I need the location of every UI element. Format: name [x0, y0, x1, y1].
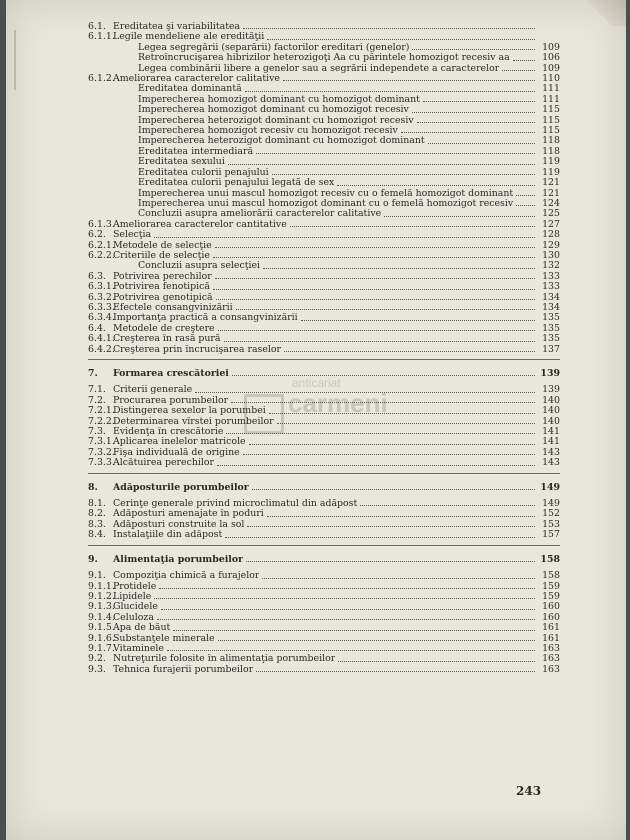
toc-entry-row	[88, 157, 560, 167]
toc-entry-number: 8.	[88, 481, 98, 493]
toc-leader-dots	[401, 131, 535, 133]
toc-entry-title: Aplicarea inelelor matricole	[113, 437, 246, 448]
toc-entry-row	[88, 571, 560, 581]
toc-entry-row	[88, 199, 560, 209]
toc-leader-dots	[218, 639, 535, 641]
toc-entry-title: Fişa individuală de origine	[113, 447, 240, 458]
toc-entry-row	[88, 345, 560, 355]
toc-entry-row	[88, 448, 560, 458]
toc-leader-dots	[247, 525, 535, 527]
toc-leader-dots	[290, 225, 535, 227]
toc-entry-page: 119	[542, 156, 560, 168]
toc-entry-number: 7.2.1.	[88, 405, 115, 417]
toc-entry-number: 8.2.	[88, 508, 106, 520]
toc-entry-title: Adăposturi amenajate în poduri	[113, 509, 264, 520]
toc-entry-row	[88, 241, 560, 251]
table-of-contents	[88, 22, 560, 675]
toc-entry-page: 141	[542, 426, 560, 438]
toc-entry-row	[88, 644, 560, 654]
toc-entry-title: Ereditatea sexului	[138, 157, 225, 168]
toc-entry-row	[88, 53, 560, 63]
toc-entry-page: 153	[542, 518, 560, 530]
toc-leader-dots	[236, 308, 535, 310]
toc-entry-title: Metodele de selecţie	[113, 240, 212, 251]
toc-entry-number: 6.2.2.	[88, 249, 115, 261]
toc-entry-title: Împerecherea homozigot dominant cu homozigot recesiv	[138, 105, 409, 116]
toc-entry-page: 140	[542, 405, 560, 417]
toc-entry-row	[88, 654, 560, 664]
toc-entry-title: Metodele de creştere	[113, 323, 215, 334]
toc-leader-dots	[360, 504, 535, 506]
toc-entry-number: 9.	[88, 553, 98, 565]
toc-entry-number: 9.1.7.	[88, 642, 115, 654]
toc-leader-dots	[225, 536, 535, 538]
toc-entry-title: Efectele consangvinizării	[113, 302, 233, 313]
toc-leader-dots	[277, 422, 535, 424]
toc-entry-title: Concluzii asupra selecţiei	[138, 261, 261, 272]
toc-entry-title: Adăposturile porumbeilor	[113, 482, 249, 493]
toc-entry-row	[88, 437, 560, 447]
toc-entry-row	[88, 509, 560, 519]
toc-entry-page: 163	[542, 663, 560, 675]
toc-entry-number: 9.1.5.	[88, 622, 115, 634]
binding-edge-mark	[14, 30, 26, 90]
toc-entry-row	[88, 458, 560, 468]
toc-entry-page: 118	[542, 145, 560, 157]
toc-entry-row	[88, 623, 560, 633]
toc-entry-page: 115	[542, 104, 560, 116]
toc-entry-title: Instalaţiile din adăpost	[113, 530, 223, 541]
toc-entry-number: 8.3.	[88, 518, 106, 530]
toc-entry-page: 106	[542, 52, 560, 64]
toc-entry-title: Alimentaţia porumbeilor	[113, 554, 244, 565]
toc-leader-dots	[412, 48, 535, 50]
toc-entry-number: 8.1.	[88, 498, 106, 510]
toc-leader-dots	[213, 288, 535, 290]
toc-entry-title: Creşterea prin încrucişarea raselor	[113, 344, 282, 355]
toc-entry-page: 109	[542, 41, 560, 53]
toc-chapter-row	[88, 555, 560, 565]
toc-entry-title: Evidenţa în crescătorie	[113, 427, 224, 438]
toc-entry-title: Lipidele	[113, 591, 152, 602]
page-corner-fold	[586, 0, 626, 26]
toc-entry-page: 125	[542, 208, 560, 220]
toc-entry-row	[88, 230, 560, 240]
toc-entry-page: 149	[542, 498, 560, 510]
toc-entry-title: Procurarea porumbeilor	[113, 395, 229, 406]
toc-entry-page: 132	[542, 260, 560, 272]
toc-entry-number: 9.1.3.	[88, 601, 115, 613]
toc-entry-number: 9.1.6.	[88, 632, 115, 644]
toc-entry-page: 111	[542, 83, 560, 95]
toc-entry-row	[88, 147, 560, 157]
toc-entry-title: Creşterea în rasă pură	[113, 334, 221, 345]
toc-leader-dots	[252, 488, 535, 490]
toc-leader-dots	[218, 329, 535, 331]
toc-leader-dots	[215, 246, 535, 248]
toc-entry-number: 9.1.2.	[88, 590, 115, 602]
toc-leader-dots	[232, 374, 535, 376]
toc-leader-dots	[154, 236, 535, 238]
toc-entry-number: 9.2.	[88, 653, 106, 665]
toc-leader-dots	[284, 350, 535, 352]
watermark-main-text: carmeni	[288, 388, 388, 418]
toc-entry-row	[88, 261, 560, 271]
toc-entry-number: 6.1.2.	[88, 73, 115, 85]
toc-entry-number: 7.3.	[88, 426, 106, 438]
toc-entry-page: 115	[542, 114, 560, 126]
toc-entry-number: 9.1.4.	[88, 611, 115, 623]
toc-leader-dots	[423, 100, 535, 102]
toc-entry-page: 135	[542, 333, 560, 345]
toc-entry-title: Concluzii asupra ameliorării caracterelor calitative	[138, 209, 382, 220]
toc-leader-dots	[195, 391, 535, 393]
toc-entry-row	[88, 32, 560, 42]
toc-entry-row	[88, 209, 560, 219]
toc-leader-dots	[337, 184, 535, 186]
toc-leader-dots	[245, 90, 535, 92]
chapter-separator	[88, 473, 560, 474]
toc-entry-row	[88, 385, 560, 395]
toc-entry-row	[88, 74, 560, 84]
toc-entry-number: 6.1.3.	[88, 218, 115, 230]
toc-entry-number: 6.2.1.	[88, 239, 115, 251]
toc-entry-title: Ereditatea culorii penajului	[138, 167, 269, 178]
toc-entry-row	[88, 520, 560, 530]
toc-entry-title: Apa de băut	[113, 623, 171, 634]
toc-entry-page: 158	[540, 553, 560, 565]
toc-entry-number: 7.3.1.	[88, 436, 115, 448]
toc-entry-title: Nutreţurile folosite în alimentaţia porumbeilor	[113, 654, 336, 665]
toc-entry-row	[88, 272, 560, 282]
toc-leader-dots	[243, 453, 535, 455]
toc-entry-page: 127	[542, 218, 560, 230]
toc-entry-number: 9.1.	[88, 570, 106, 582]
toc-entry-row	[88, 427, 560, 437]
toc-leader-dots	[213, 256, 535, 258]
toc-entry-number: 7.2.2.	[88, 415, 115, 427]
toc-leader-dots	[167, 649, 535, 651]
toc-entry-title: Celuloza	[113, 612, 154, 623]
toc-entry-row	[88, 126, 560, 136]
toc-entry-page: 130	[542, 249, 560, 261]
toc-entry-row	[88, 22, 560, 32]
toc-entry-row	[88, 582, 560, 592]
toc-entry-row	[88, 84, 560, 94]
toc-leader-dots	[263, 267, 535, 269]
toc-entry-page: 115	[542, 125, 560, 137]
toc-entry-row	[88, 613, 560, 623]
toc-entry-page: 133	[542, 281, 560, 293]
toc-leader-dots	[228, 163, 535, 165]
toc-entry-title: Criterii generale	[113, 385, 193, 396]
toc-entry-row	[88, 303, 560, 313]
toc-entry-row	[88, 168, 560, 178]
toc-entry-row	[88, 396, 560, 406]
toc-entry-page: 119	[542, 166, 560, 178]
toc-entry-title: Determinarea vîrstei porumbeilor	[113, 416, 274, 427]
toc-entry-number: 7.1.	[88, 384, 106, 396]
toc-entry-number: 6.3.2.	[88, 291, 115, 303]
toc-leader-dots	[417, 121, 535, 123]
toc-leader-dots	[412, 111, 535, 113]
toc-entry-row	[88, 64, 560, 74]
toc-entry-title: Criteriile de selecţie	[113, 250, 210, 261]
toc-entry-page: 149	[540, 481, 560, 493]
toc-entry-number: 7.3.3.	[88, 457, 115, 469]
toc-leader-dots	[161, 608, 535, 610]
toc-entry-title: Ameliorarea caracterelor calitative	[113, 74, 280, 85]
toc-leader-dots	[267, 515, 535, 517]
toc-entry-page: 140	[542, 415, 560, 427]
toc-leader-dots	[256, 670, 535, 672]
toc-entry-page: 158	[542, 570, 560, 582]
toc-entry-row	[88, 136, 560, 146]
toc-entry-title: Formarea crescătoriei	[113, 369, 229, 379]
toc-entry-title: Împerecherea homozigot recesiv cu homozigot recesiv	[138, 126, 398, 137]
toc-entry-number: 6.4.2.	[88, 343, 115, 355]
toc-leader-dots	[249, 443, 535, 445]
toc-entry-page: 159	[542, 590, 560, 602]
toc-entry-page: 128	[542, 229, 560, 241]
toc-entry-title: Protidele	[113, 581, 157, 592]
toc-entry-row	[88, 105, 560, 115]
toc-entry-page: 121	[542, 187, 560, 199]
toc-chapter-row	[88, 483, 560, 493]
toc-entry-page: 110	[542, 73, 560, 85]
toc-entry-page: 160	[542, 601, 560, 613]
toc-entry-page: 159	[542, 580, 560, 592]
toc-entry-title: Legea segregării (separării) factorilor ereditari (genelor)	[138, 42, 410, 53]
toc-entry-page: 129	[542, 239, 560, 251]
toc-entry-number: 6.1.	[88, 21, 106, 32]
toc-entry-row	[88, 417, 560, 427]
chapter-separator	[88, 545, 560, 546]
toc-entry-row	[88, 251, 560, 261]
toc-entry-page: 109	[542, 62, 560, 74]
toc-entry-title: Împerecherea unui mascul homozigot recesiv cu o femelă homozigot dominant	[138, 188, 514, 199]
toc-entry-page: 135	[542, 312, 560, 324]
chapter-separator	[88, 359, 560, 360]
toc-entry-number: 6.3.1.	[88, 281, 115, 293]
toc-entry-row	[88, 189, 560, 199]
book-page	[6, 0, 626, 840]
toc-entry-title: Adăposturi construite la sol	[113, 519, 245, 530]
toc-entry-number: 7.	[88, 368, 98, 379]
toc-entry-row	[88, 602, 560, 612]
toc-entry-number: 6.3.4.	[88, 312, 115, 324]
toc-entry-page: 161	[542, 632, 560, 644]
toc-entry-title: Ereditatea dominantă	[138, 84, 242, 95]
toc-entry-page: 137	[542, 343, 560, 355]
toc-leader-dots	[516, 204, 535, 206]
toc-leader-dots	[154, 597, 535, 599]
toc-entry-number: 9.3.	[88, 663, 106, 675]
page-number: 243	[516, 784, 542, 798]
toc-leader-dots	[502, 69, 535, 71]
toc-entry-page: 134	[542, 291, 560, 303]
toc-entry-title: Ereditatea intermediară	[138, 146, 254, 157]
toc-entry-title: Distingerea sexelor la porumbei	[113, 406, 266, 417]
toc-entry-row	[88, 530, 560, 540]
toc-chapter-row	[88, 369, 560, 379]
toc-entry-title: Tehnica furajerii porumbeilor	[113, 664, 254, 675]
toc-entry-page: 157	[542, 529, 560, 541]
toc-entry-page: 163	[542, 653, 560, 665]
toc-leader-dots	[272, 173, 535, 175]
toc-leader-dots	[243, 27, 535, 29]
toc-entry-title: Vitaminele	[113, 643, 164, 654]
toc-entry-number: 6.2.	[88, 229, 106, 241]
toc-entry-page: 139	[540, 368, 560, 379]
toc-entry-title: Selecţia	[113, 230, 152, 241]
toc-entry-number: 6.1.1.	[88, 31, 115, 43]
toc-entry-page: 140	[542, 394, 560, 406]
toc-leader-dots	[224, 340, 535, 342]
toc-entry-number: 7.3.2.	[88, 446, 115, 458]
toc-entry-row	[88, 324, 560, 334]
toc-entry-title: Împerecherea heterozigot dominant cu homozigot recesiv	[138, 115, 414, 126]
toc-entry-title: Împerecherea unui mascul homozigot dominant cu o femelă homozigot recesiv	[138, 198, 514, 209]
toc-leader-dots	[246, 560, 535, 562]
toc-entry-row	[88, 592, 560, 602]
toc-entry-row	[88, 116, 560, 126]
toc-entry-title: Cerinţe generale privind microclimatul din adăpost	[113, 499, 358, 510]
toc-entry-page: 135	[542, 322, 560, 334]
toc-leader-dots	[262, 577, 535, 579]
toc-leader-dots	[428, 142, 535, 144]
toc-entry-page: 152	[542, 508, 560, 520]
toc-entry-page: 121	[542, 177, 560, 189]
toc-leader-dots	[513, 59, 535, 61]
toc-entry-page: 139	[542, 384, 560, 396]
toc-entry-number: 6.4.	[88, 322, 106, 334]
toc-entry-title: Compoziţia chimică a furajelor	[113, 571, 260, 582]
toc-entry-title: Retroîncrucişarea hibrizilor heterozigoţi Aa cu părintele homozigot recesiv aa	[138, 53, 510, 64]
toc-entry-row	[88, 665, 560, 675]
toc-entry-row	[88, 313, 560, 323]
toc-leader-dots	[231, 401, 535, 403]
toc-entry-page: 141	[542, 436, 560, 448]
toc-leader-dots	[173, 629, 535, 631]
toc-entry-page: 134	[542, 301, 560, 313]
toc-entry-page: 143	[542, 457, 560, 469]
toc-entry-page: 111	[542, 93, 560, 105]
toc-entry-row	[88, 43, 560, 53]
toc-entry-page: 160	[542, 611, 560, 623]
toc-entry-title: Legea combinării libere a genelor sau a segrării independete a caracterelor	[138, 63, 500, 74]
toc-entry-title: Potrivirea perechilor	[113, 271, 212, 282]
toc-entry-title: Ereditatea culorii penajului legată de sex	[138, 178, 335, 189]
toc-entry-row	[88, 406, 560, 416]
toc-leader-dots	[226, 432, 535, 434]
toc-leader-dots	[384, 215, 535, 217]
watermark-top-text: anticariat	[292, 376, 341, 390]
toc-entry-title: Potrivirea genotipică	[113, 292, 213, 303]
toc-leader-dots	[269, 412, 535, 414]
toc-entry-number: 8.4.	[88, 529, 106, 541]
toc-entry-row	[88, 634, 560, 644]
toc-leader-dots	[301, 319, 535, 321]
toc-leader-dots	[516, 194, 535, 196]
toc-leader-dots	[256, 152, 535, 154]
toc-entry-row	[88, 499, 560, 509]
toc-leader-dots	[217, 464, 535, 466]
toc-entry-page: 143	[542, 446, 560, 458]
toc-entry-title: Împerecherea heterozigot dominant cu homozigot dominant	[138, 136, 425, 147]
toc-entry-title: Ameliorarea caracterelor cantitative	[113, 219, 287, 230]
toc-entry-title: Alcătuirea perechilor	[113, 458, 215, 469]
toc-entry-row	[88, 95, 560, 105]
toc-entry-number: 7.2.	[88, 394, 106, 406]
toc-entry-number: 9.1.1.	[88, 580, 115, 592]
toc-entry-title: Glucidele	[113, 602, 158, 613]
toc-entry-page: 124	[542, 197, 560, 209]
toc-entry-row	[88, 293, 560, 303]
toc-leader-dots	[215, 277, 535, 279]
toc-entry-title: Legile mendeliene ale eredităţii	[113, 32, 265, 43]
toc-leader-dots	[267, 38, 535, 40]
toc-entry-number: 6.3.	[88, 270, 106, 282]
toc-entry-page: 118	[542, 135, 560, 147]
toc-leader-dots	[157, 618, 535, 620]
toc-entry-title: Împerecherea homozigot dominant cu homozigot dominant	[138, 94, 420, 105]
toc-entry-page: 163	[542, 642, 560, 654]
toc-entry-number: 6.3.3.	[88, 301, 115, 313]
toc-leader-dots	[283, 79, 535, 81]
toc-entry-row	[88, 178, 560, 188]
toc-leader-dots	[216, 298, 535, 300]
toc-leader-dots	[159, 587, 535, 589]
toc-entry-row	[88, 334, 560, 344]
toc-entry-title: Substanţele minerale	[113, 633, 215, 644]
toc-entry-row	[88, 220, 560, 230]
toc-entry-page: 133	[542, 270, 560, 282]
toc-leader-dots	[338, 660, 535, 662]
toc-entry-row	[88, 282, 560, 292]
toc-entry-title: Importanţa practică a consangvinizării	[113, 313, 298, 324]
toc-entry-title: Ereditatea şi variabilitatea	[113, 22, 241, 32]
toc-entry-number: 6.4.1.	[88, 333, 115, 345]
toc-entry-page: 161	[542, 622, 560, 634]
toc-entry-title: Potrivirea fenotipică	[113, 282, 211, 293]
